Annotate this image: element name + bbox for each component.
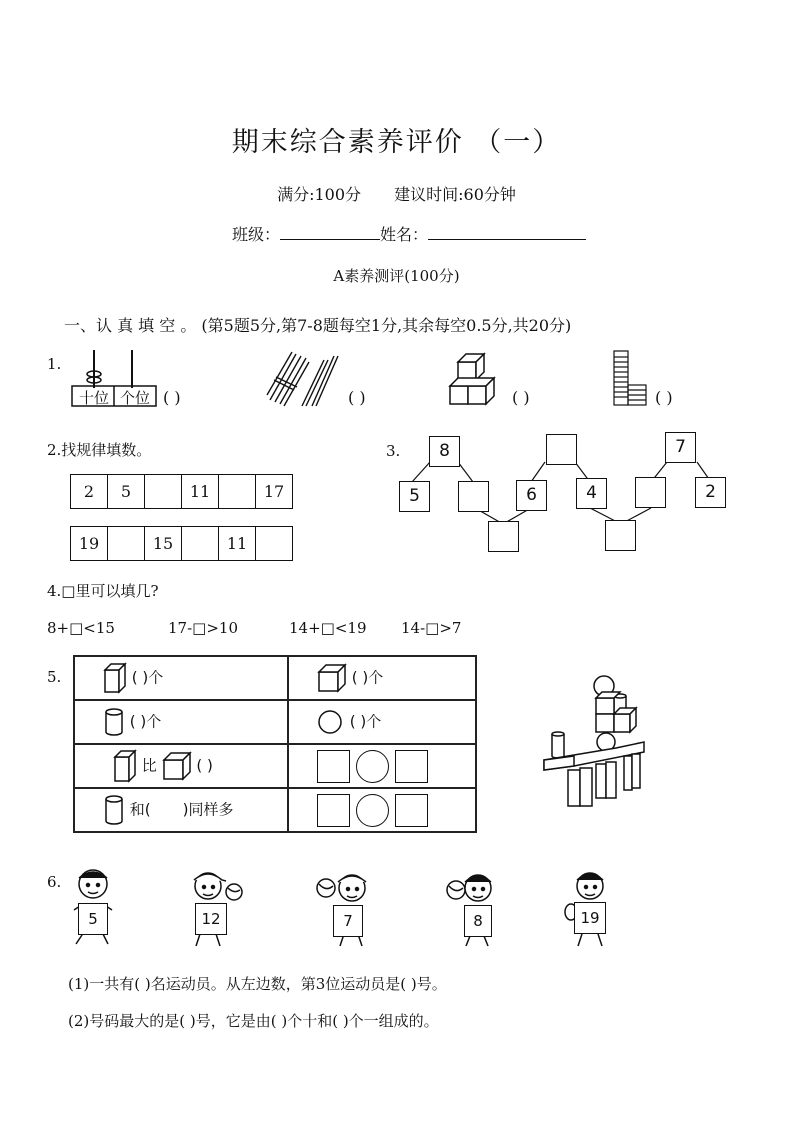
athlete-4-number: 8 bbox=[464, 905, 492, 937]
seq1-cell-2: 5 bbox=[108, 475, 145, 509]
cell-cube-count bbox=[288, 656, 476, 700]
tree1-right[interactable] bbox=[458, 481, 489, 512]
seq2-cell-2[interactable] bbox=[108, 527, 145, 561]
sequence-row-1 bbox=[70, 474, 293, 509]
seq2-cell-3: 15 bbox=[145, 527, 182, 561]
athlete-5-number: 19 bbox=[574, 902, 606, 934]
cuboid-icon bbox=[113, 749, 137, 783]
athlete-2-number: 12 bbox=[195, 903, 227, 935]
cell-compare bbox=[74, 744, 288, 788]
seq1-cell-1: 2 bbox=[71, 475, 108, 509]
seq1-cell-5[interactable] bbox=[219, 475, 256, 509]
answer-square-4[interactable] bbox=[395, 794, 428, 827]
seq1-cell-6: 17 bbox=[256, 475, 293, 509]
tree2-right: 4 bbox=[576, 478, 607, 509]
part1-heading: 一、认 真 填 空 。 (第5题5分,第7-8题每空1分,其余每空0.5分,共20分) bbox=[64, 316, 572, 335]
tree1-left: 5 bbox=[399, 481, 430, 512]
athlete-1-number: 5 bbox=[78, 903, 108, 935]
cube-icon bbox=[317, 663, 347, 693]
tree2-top[interactable] bbox=[546, 434, 577, 465]
cylinder-icon bbox=[103, 707, 125, 737]
score-time-line bbox=[0, 182, 793, 205]
tree3-left[interactable] bbox=[635, 477, 666, 508]
cubes-stack-icon bbox=[446, 352, 508, 410]
name-label: 姓名： bbox=[380, 225, 429, 244]
q1-number: 1. bbox=[47, 355, 62, 373]
cell-same-count bbox=[74, 788, 288, 832]
class-label: 班级： bbox=[232, 225, 281, 244]
answer-circle-2[interactable] bbox=[356, 794, 389, 827]
q1-blank-4[interactable]: ( ) bbox=[655, 388, 673, 407]
cell-cuboid-count bbox=[74, 656, 288, 700]
cell-cylinder-count bbox=[74, 700, 288, 744]
counting-blocks-icon bbox=[612, 349, 652, 409]
cylinder-icon bbox=[103, 794, 125, 826]
tree3-top: 7 bbox=[665, 432, 696, 463]
class-field[interactable] bbox=[280, 223, 380, 240]
cube-icon bbox=[162, 751, 192, 781]
cube-count-blank[interactable]: ( )个 bbox=[351, 668, 384, 687]
answer-square-3[interactable] bbox=[317, 794, 350, 827]
same-suffix: )同样多 bbox=[182, 800, 234, 819]
seq2-cell-6[interactable] bbox=[256, 527, 293, 561]
seq2-cell-1: 19 bbox=[71, 527, 108, 561]
cell-sphere-count bbox=[288, 700, 476, 744]
q1-blank-3[interactable]: ( ) bbox=[512, 388, 530, 407]
seq1-cell-4: 11 bbox=[182, 475, 219, 509]
q6-number: 6. bbox=[47, 873, 62, 891]
q3-number: 3. bbox=[386, 442, 401, 460]
q6-line-1[interactable]: (1)一共有( )名运动员。从左边数，第3位运动员是( )号。 bbox=[68, 975, 447, 993]
compare-blank[interactable]: ( ) bbox=[196, 756, 213, 775]
q4-item-3[interactable]: 14+□<19 bbox=[289, 619, 367, 637]
cell-compare-answer bbox=[288, 744, 476, 788]
compare-label: 比 bbox=[141, 756, 157, 775]
q4-item-4[interactable]: 14-□>7 bbox=[401, 619, 462, 637]
name-field[interactable] bbox=[428, 223, 586, 240]
q6-line-2[interactable]: (2)号码最大的是( )号，它是由( )个十和( )个一组成的。 bbox=[68, 1012, 439, 1030]
tree3-right: 2 bbox=[695, 477, 726, 508]
cylinder-count-blank[interactable]: ( )个 bbox=[129, 712, 162, 731]
class-name-line bbox=[232, 222, 586, 245]
seq2-cell-5: 11 bbox=[219, 527, 256, 561]
sphere-icon bbox=[317, 708, 345, 736]
suggested-time: 建议时间:60分钟 bbox=[394, 185, 516, 204]
section-a-title: A素养测评(100分) bbox=[333, 267, 460, 285]
full-score: 满分:100分 bbox=[277, 185, 362, 204]
q4-label: 4.□里可以填几? bbox=[47, 582, 159, 600]
abacus-ones-label: 个位 bbox=[119, 389, 150, 407]
bottom-box-2[interactable] bbox=[605, 520, 636, 551]
q1-blank-2[interactable]: ( ) bbox=[348, 388, 366, 407]
cuboid-icon bbox=[103, 662, 127, 694]
seq2-cell-4[interactable] bbox=[182, 527, 219, 561]
q2-label: 2.找规律填数。 bbox=[47, 441, 152, 459]
answer-circle[interactable] bbox=[356, 750, 389, 783]
sticks-bundle-icon bbox=[262, 350, 342, 410]
tree2-left: 6 bbox=[516, 480, 547, 511]
same-prefix: 和( bbox=[129, 800, 151, 819]
sequence-row-2 bbox=[70, 526, 293, 561]
cuboid-count-blank[interactable]: ( )个 bbox=[131, 668, 164, 687]
answer-square-1[interactable] bbox=[317, 750, 350, 783]
tree1-top: 8 bbox=[429, 436, 460, 467]
bottom-box-1[interactable] bbox=[488, 521, 519, 552]
stacked-shapes-figure bbox=[540, 672, 650, 812]
cell-same-answer bbox=[288, 788, 476, 832]
q4-item-2[interactable]: 17-□>10 bbox=[168, 619, 238, 637]
seq1-cell-3[interactable] bbox=[145, 475, 182, 509]
athlete-3-number: 7 bbox=[333, 905, 363, 937]
page-title: 期末综合素养评价 （一） bbox=[231, 127, 562, 158]
q5-number: 5. bbox=[47, 668, 62, 686]
shape-count-table bbox=[73, 655, 477, 833]
abacus-tens-label: 十位 bbox=[78, 389, 109, 407]
q1-blank-1[interactable]: ( ) bbox=[163, 388, 181, 407]
answer-square-2[interactable] bbox=[395, 750, 428, 783]
sphere-count-blank[interactable]: ( )个 bbox=[349, 712, 382, 731]
q4-item-1[interactable]: 8+□<15 bbox=[47, 619, 115, 637]
